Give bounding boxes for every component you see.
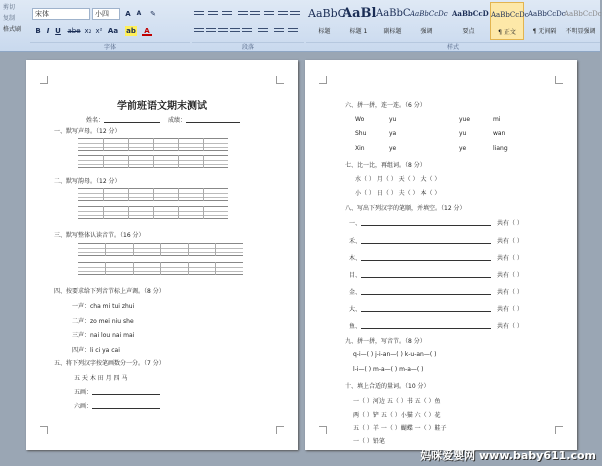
increase-indent-button[interactable] [250,9,260,18]
page-2[interactable] [305,60,577,450]
sort-button[interactable] [278,9,288,18]
style-strong[interactable]: AaBbCcD 要点 [452,9,489,35]
paragraph-group [192,2,304,42]
font-group-label: 字体 [30,42,190,51]
syllable: Shu [355,130,367,137]
syllable: yu [389,116,397,123]
five-stroke-label: 五画： [74,389,93,396]
highlight-button[interactable]: ab [126,27,136,35]
crop-mark [319,426,327,434]
syllable: Xin [355,145,365,152]
tone-line: 三声：nai lou nai mai [72,332,135,339]
crop-mark [40,76,48,84]
style-subtle-emphasis[interactable]: AaBbCcDc 不明显强调 [564,10,602,35]
style-heading-1[interactable]: AaBl 标题 1 [342,6,377,35]
crop-mark [40,426,48,434]
document-title: 学前班语文期末测试 [117,101,207,112]
syllable: liang [493,145,508,152]
styles-group-label: 样式 [306,42,600,51]
page-1[interactable] [26,60,298,450]
crop-mark [555,426,563,434]
italic-button[interactable]: I [46,27,50,35]
measure-word-row: 五（ ）羊 一（ ）蝴蝶 一（ ）鞋子 [353,425,447,432]
tone-line: 一声：cha mi tui zhui [72,303,135,310]
syllable: ye [389,145,397,152]
stroke-count: 共有（ ） [497,220,523,227]
stroke-count: 共有（ ） [497,323,523,330]
bold-button[interactable]: B [35,27,41,35]
font-color-button[interactable]: A [142,26,152,36]
style-no-spacing[interactable]: AaBbCcDc ¶ 无间隔 [528,10,566,35]
strikethrough-button[interactable]: abe [67,27,81,35]
shrink-font-button[interactable]: A [136,10,142,17]
pinyin-grid [78,262,243,275]
borders-button[interactable] [288,26,298,35]
stroke-row-label: 目、 [349,272,362,279]
pinyin-grid [78,188,228,201]
syllable: Wo [355,116,365,123]
cut-button[interactable]: 剪切 [3,4,16,11]
crop-mark [276,76,284,84]
font-size-select[interactable]: 小四 [92,8,120,20]
distributed-button[interactable] [242,26,252,35]
question-6: 六、拼一拼，连一连。（6 分） [345,102,426,109]
question-4: 四、按要求给下列音节标上声调。（8 分） [54,288,165,295]
decrease-indent-button[interactable] [238,9,248,18]
show-marks-button[interactable] [290,9,300,18]
style-subtitle[interactable]: AaBbC 副标题 [376,8,411,35]
stroke-count: 共有（ ） [497,289,523,296]
name-blank [104,122,160,123]
pinyin-grid [78,206,228,219]
syllable: wan [493,130,506,137]
clipboard-group [0,2,30,46]
align-left-button[interactable] [194,26,204,35]
paragraph-group-label: 段落 [192,42,304,51]
pinyin-grid [78,155,228,168]
stroke-row-label: 大、 [349,306,362,313]
stroke-blank [361,260,491,261]
crop-mark [555,76,563,84]
answer-blank [92,394,160,395]
stroke-count: 共有（ ） [497,272,523,279]
style-title[interactable]: AaBbC 标题 [308,7,347,35]
grow-font-button[interactable]: A [125,10,131,18]
style-normal[interactable]: AaBbCcDc ¶ 正文 [490,2,524,40]
question-10: 十、填上合适的量词。（10 分） [345,383,430,390]
measure-word-row: 两（ ）铲 五（ ）小猫 六（ ）花 [353,412,441,419]
question-9: 九、拼一拼，写音节。（8 分） [345,338,426,345]
align-right-button[interactable] [218,26,228,35]
question-1: 一、默写声母。（12 分） [54,128,121,135]
stroke-row-label: 金、 [349,289,362,296]
font-group [30,2,190,42]
stroke-blank [361,294,491,295]
ribbon [0,0,600,52]
stroke-row-label: 禾、 [349,238,362,245]
name-label: 姓名： [86,117,105,124]
font-face-select[interactable]: 宋体 [32,8,90,20]
clear-format-button[interactable]: ✎ [150,10,156,18]
document-workspace [0,53,600,466]
question-3: 三、默写整体认读音节。（16 分） [54,232,145,239]
measure-word-row: 一（ ）河边 五（ ）书 五（ ）鱼 [353,398,441,405]
stroke-row-label: 木、 [349,255,362,262]
pinyin-grid [78,138,228,151]
syllable: yue [459,116,471,123]
pinyin-grid [78,243,243,256]
underline-button[interactable]: U [55,27,61,35]
numbering-button[interactable] [208,9,218,18]
syllable: mi [493,116,501,123]
stroke-row-label: 鱼、 [349,323,362,330]
multilevel-list-button[interactable] [222,9,232,18]
stroke-blank [361,277,491,278]
style-emphasis[interactable]: AaBbCcDc 强调 [410,10,448,35]
question-5: 五、将下列汉字按笔画数分一分。（7 分） [54,360,165,367]
crop-mark [319,76,327,84]
line-spacing-button[interactable] [258,26,268,35]
stroke-blank [361,243,491,244]
question-7: 七、比一比，再组词。（8 分） [345,162,426,169]
stroke-blank [361,311,491,312]
shading-button[interactable] [274,26,284,35]
stroke-blank [361,225,491,226]
syllable: ye [459,145,467,152]
compare-row: 水（ ） 月（ ） 天（ ） 大（ ） [355,176,441,183]
spell-row: q-i—( ) j-i-an—( ) k-u-an—( ) [353,351,437,358]
score-label: 成绩： [168,117,187,124]
measure-word-row: 一（ ）铅笔 [353,438,385,445]
change-case-button[interactable]: Aa [107,27,119,35]
question-8: 八、写出下列汉字的笔顺，并填空。（12 分） [345,205,466,212]
align-center-button[interactable] [206,26,216,35]
stroke-characters: 五 天 木 田 月 四 马 [74,375,128,382]
site-watermark: 妈咪爱婴网 www.baby611.com [420,449,596,462]
stroke-blank [361,328,491,329]
format-painter-button[interactable]: 格式刷 [3,26,22,33]
bullets-button[interactable] [194,9,204,18]
stroke-count: 共有（ ） [497,306,523,313]
spell-row: l-i—( ) m-a—( ) m-a—( ) [353,366,424,373]
tone-line: 四声：li ci ya cai [72,347,120,354]
copy-button[interactable]: 复制 [3,15,16,22]
stroke-row-label: 一、 [349,220,362,227]
superscript-button[interactable]: x² [95,27,103,35]
six-stroke-label: 六画： [74,403,93,410]
syllable: yu [459,130,467,137]
stroke-count: 共有（ ） [497,238,523,245]
answer-blank [92,408,160,409]
compare-row: 小（ ） 日（ ） 夫（ ） 本（ ） [355,190,441,197]
question-2: 二、默写韵母。（12 分） [54,178,121,185]
justify-button[interactable] [230,26,240,35]
tone-line: 二声：zo mei niu she [72,318,134,325]
score-blank [186,122,240,123]
syllable: ya [389,130,397,137]
chinese-layout-button[interactable] [264,9,274,18]
styles-gallery [306,2,600,42]
stroke-count: 共有（ ） [497,255,523,262]
subscript-button[interactable]: x₂ [84,27,92,35]
crop-mark [276,426,284,434]
